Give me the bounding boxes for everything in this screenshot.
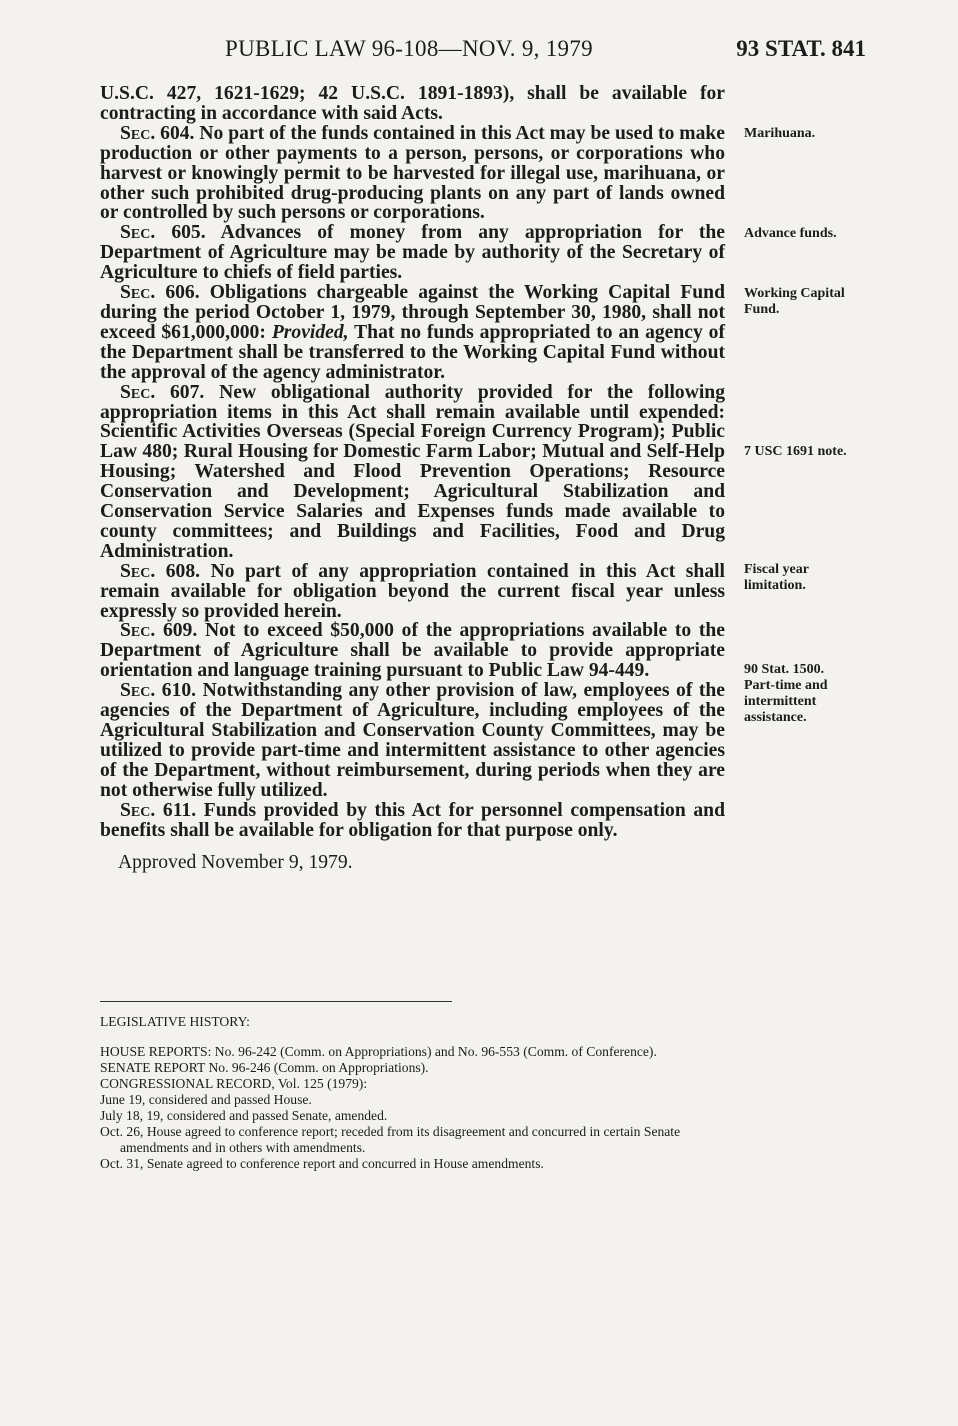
section-text: Obligations chargeable against the Working Capital Fund during the period October 1, 1979, through September 30, 1980, shall not exceed $61,000,000: xyxy=(100,282,725,343)
record-item: July 18, 19, considered and passed Senate, amended. xyxy=(100,1108,388,1123)
margin-note-line: Part-time and xyxy=(744,678,828,693)
margin-note-line: assistance. xyxy=(744,710,807,725)
house-reports: HOUSE REPORTS: No. 96-242 (Comm. on Appropriations) and No. 96-553 (Comm. of Conference). xyxy=(100,1044,657,1059)
page-header xyxy=(0,36,958,66)
section-608 xyxy=(100,562,725,622)
section-label: Sec. 610. xyxy=(120,680,197,702)
section-606 xyxy=(100,283,725,383)
margin-note-line: intermittent xyxy=(744,694,817,709)
section-label: Sec. 604. xyxy=(120,122,195,144)
section-text-italic: Provided, xyxy=(271,321,349,343)
section-text: New obligational authority provided for the following appropriation items in this Act shall remain available until expended: Scientific Activities Overseas (Special Foreign Currency Program); Public Law 480; Rural Housing for Domestic Farm Labor; Mutual and Self-Help Housing; Watershed and Flood Prevention Operations; Resource Conservation and Development; Agricultural Stabilization and Conservation Service Salaries and Expenses funds made available to county committees; and Buildings and Facilities, Food and Drug Administration. xyxy=(100,381,726,562)
section-607 xyxy=(100,383,725,562)
section-label: Sec. 606. xyxy=(120,282,200,304)
congressional-record: CONGRESSIONAL RECORD, Vol. 125 (1979): xyxy=(100,1076,368,1091)
legislative-history-heading: LEGISLATIVE HISTORY: xyxy=(100,1014,250,1029)
section-label: Sec. 608. xyxy=(120,560,201,582)
section-text: Advances of money from any appropriation for the Department of Agriculture may be made by authority of the Secretary of Agriculture to chiefs of field parties. xyxy=(100,222,725,284)
section-611 xyxy=(100,801,725,841)
section-label: Sec. 607. xyxy=(120,381,205,403)
margin-note-part-time xyxy=(744,678,874,726)
section-609 xyxy=(100,621,725,681)
record-item: Oct. 26, House agreed to conference report; receded from its disagreement and concurred in certain Senate amendments and in others with amendments. xyxy=(100,1124,681,1155)
margin-note-usc-1691: 7 USC 1691 note. xyxy=(744,444,847,459)
approval-date: Approved November 9, 1979. xyxy=(118,852,353,873)
section-610 xyxy=(100,681,725,800)
section-text: Notwithstanding any other provision of law, employees of the agencies of the Department of Agriculture, including employees of the Agricultural Stabilization and Conservation County Committees, may be utilized to provide part-time and intermittent assistance to other agencies of the Department, without reimbursement, during periods when they are not otherwise fully utilized. xyxy=(100,680,725,801)
section-604 xyxy=(100,124,725,224)
margin-note-line: Working Capital xyxy=(744,286,845,301)
footnote-divider xyxy=(100,1001,452,1002)
section-label: Sec. 611. xyxy=(120,799,197,821)
section-label: Sec. 605. xyxy=(120,222,206,244)
section-605 xyxy=(100,223,725,283)
margin-note-line: Fiscal year xyxy=(744,562,809,577)
margin-note-line: limitation. xyxy=(744,578,806,593)
legislative-history xyxy=(100,1014,725,1172)
section-text: Not to exceed $50,000 of the appropriations available to the Department of Agriculture shall be available to provide appropriate orientation and language training pursuant to Public Law 94-449. xyxy=(100,620,725,682)
record-item: June 19, considered and passed House. xyxy=(100,1092,312,1107)
continuation-paragraph: U.S.C. 427, 1621-1629; 42 U.S.C. 1891-1893), shall be available for contracting in accordance with said Acts. xyxy=(100,83,725,124)
senate-report: SENATE REPORT No. 96-246 (Comm. on Appropriations). xyxy=(100,1060,429,1075)
margin-note-fiscal-year xyxy=(744,562,874,594)
running-title: PUBLIC LAW 96-108—NOV. 9, 1979 xyxy=(225,36,593,61)
statute-body xyxy=(100,84,725,840)
section-label: Sec. 609. xyxy=(120,620,198,642)
section-text: Funds provided by this Act for personnel compensation and benefits shall be available for obligation for that purpose only. xyxy=(100,799,725,841)
record-item: Oct. 31, Senate agreed to conference report and concurred in House amendments. xyxy=(100,1156,544,1171)
margin-note-stat-1500: 90 Stat. 1500. xyxy=(744,662,825,677)
statute-page-number: 93 STAT. 841 xyxy=(736,36,866,61)
margin-note-line: Fund. xyxy=(744,302,780,317)
margin-note-working-capital-fund xyxy=(744,286,874,318)
margin-note-marihuana: Marihuana. xyxy=(744,126,816,141)
section-text: No part of the funds contained in this Act may be used to make production or other payments to a person, persons, or corporations who harvest or knowingly permit to be harvested for illegal use, marihuana, or other such prohibited drug-producing plants on any part of lands owned or controlled by such persons or corporations. xyxy=(100,122,725,224)
margin-note-advance-funds: Advance funds. xyxy=(744,226,837,241)
section-text: No part of any appropriation contained in this Act shall remain available for obligation beyond the current fiscal year unless expressly so provided herein. xyxy=(100,560,725,622)
section-text: That no funds appropriated to an agency of the Department shall be transferred to the Working Capital Fund without the approval of the agency administrator. xyxy=(100,321,726,383)
